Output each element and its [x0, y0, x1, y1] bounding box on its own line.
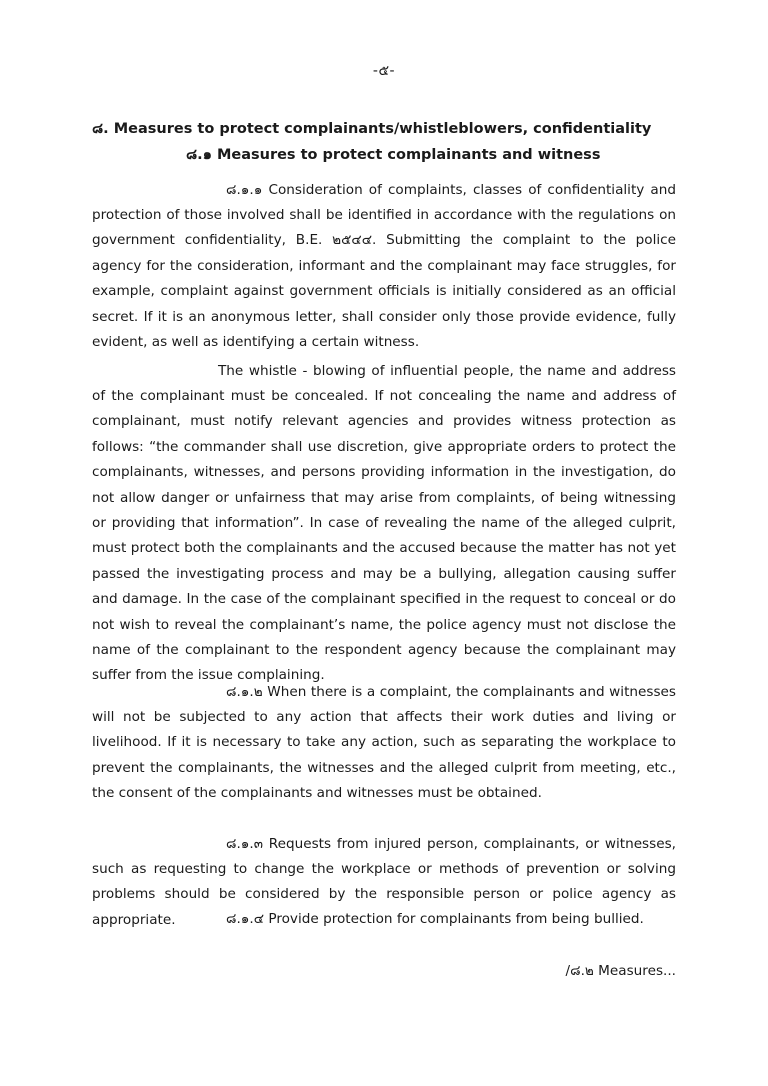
page-number: -๕-: [372, 63, 396, 79]
page-continuation: /๘.๒ Measures...: [565, 963, 676, 979]
paragraph-whistleblowing: The whistle - blowing of influential people, the name and address of the complainant must be concealed. If not concealing the name and address of complainant, must notify relevant agencies and provides witness protection as follows: “the commander shall use discretion, give appropriate orders to protect the complainants, witnesses, and persons providing information in the investigation, do not allow danger or unfairness that may arise from complaints, of being witnessing or providing that information”. In case of revealing the name of the alleged culprit, must protect both the complainants and the accused because the matter has not yet passed the investigating process and may be a bullying, allegation causing suffer and damage. In the case of the complainant specified in the request to conceal or do not wish to reveal the complainant’s name, the police agency must not disclose the name of the complainant to the respondent agency because the complainant may suffer from the issue complaining.: [92, 362, 676, 684]
subsection-heading: ๘.๑ Measures to protect complainants and witness: [186, 147, 601, 163]
paragraph-8-1-2: ๘.๑.๒ When there is a complaint, the complainants and witnesses will not be subjected to any action that affects their work duties and living or livelihood. If it is necessary to take any action, such as separating the workplace to prevent the complainants, the witnesses and the alleged culprit from meeting, etc., the consent of the complainants and witnesses must be obtained.: [92, 683, 676, 802]
paragraph-8-1-4: ๘.๑.๔ Provide protection for complainants from being bullied.: [226, 910, 644, 927]
paragraph-8-1-1: ๘.๑.๑ Consideration of complaints, classes of confidentiality and protection of those involved shall be identified in accordance with the regulations on government confidentiality, B.E. ๒๕๔๔. Submitting the complaint to the police agency for the consideration, informant and the complainant may face struggles, for example, complaint against government officials is initially considered as an official secret. If it is an anonymous letter, shall consider only those provide evidence, fully evident, as well as identifying a certain witness.: [92, 181, 676, 351]
paragraph-8-1-3: ๘.๑.๓ Requests from injured person, complainants, or witnesses, such as requesting to change the workplace or methods of prevention or solving problems should be considered by the responsible person or police agency as appropriate.: [92, 835, 676, 928]
section-heading: ๘. Measures to protect complainants/whistleblowers, confidentiality: [92, 121, 652, 137]
